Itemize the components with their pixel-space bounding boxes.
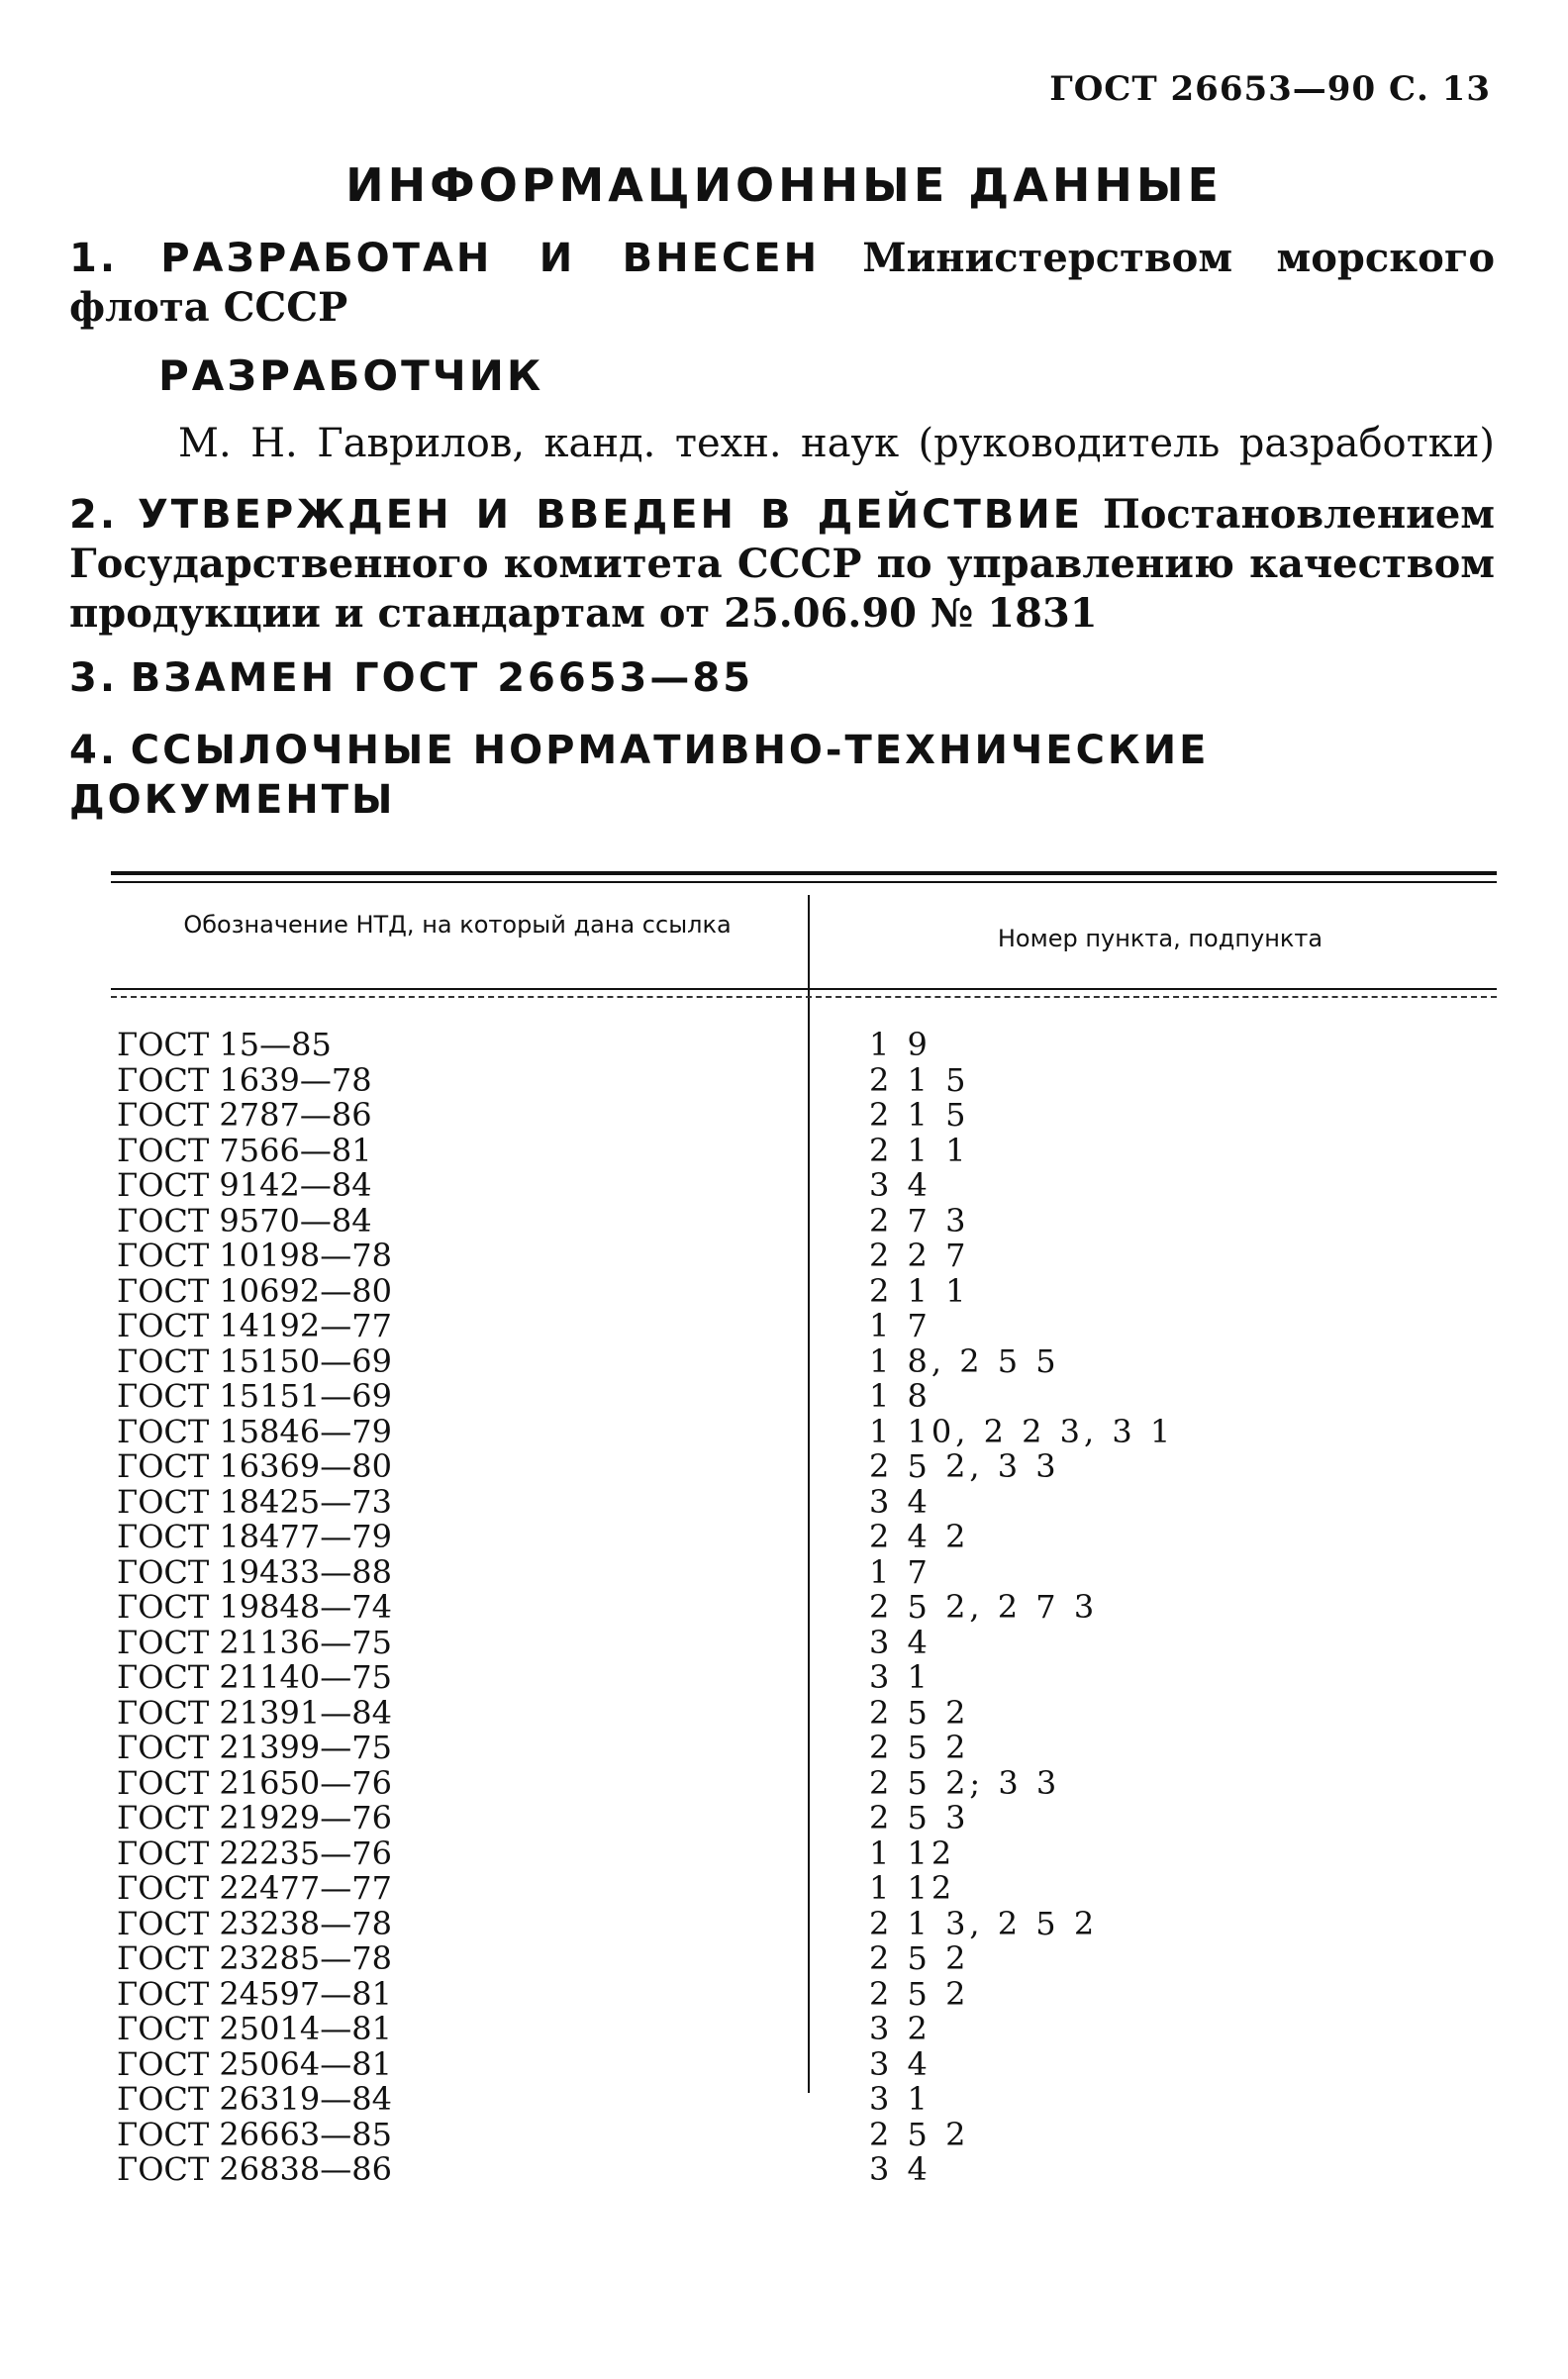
table-cell-designation: ГОСТ 7566—81 [117, 1131, 372, 1169]
table-cell-designation: ГОСТ 21650—76 [117, 1763, 392, 1802]
developer-person: М. Н. Гаврилов, канд. техн. наук (руководитель разработки) [178, 421, 1495, 466]
table-row [117, 1271, 1493, 1310]
table-row [117, 1449, 1493, 1485]
table-cell-designation: ГОСТ 19433—88 [117, 1552, 392, 1591]
table-cell-designation: ГОСТ 15846—79 [117, 1412, 392, 1450]
table-cell-clause: 2 1 5 [869, 1096, 970, 1134]
table-cell-clause: 1 12 [869, 1869, 956, 1907]
table-cell-designation: ГОСТ 9570—84 [117, 1201, 372, 1239]
table-cell-clause: 1 10, 2 2 3, 3 1 [869, 1412, 1175, 1450]
table-cell-clause: 1 7 [869, 1307, 931, 1344]
table-header-rule-dashed [111, 996, 1497, 998]
table-cell-clause: 2 2 7 [869, 1237, 970, 1274]
table-row [117, 1520, 1493, 1555]
table-cell-designation: ГОСТ 10692—80 [117, 1271, 392, 1310]
table-cell-designation: ГОСТ 18425—73 [117, 1482, 392, 1521]
table-row [117, 1098, 1493, 1134]
table-cell-clause: 3 4 [869, 1166, 931, 1204]
table-cell-designation: ГОСТ 9142—84 [117, 1166, 372, 1204]
table-cell-designation: ГОСТ 16369—80 [117, 1447, 392, 1485]
table-cell-clause: 2 1 1 [869, 1131, 970, 1169]
section-4 [69, 726, 1495, 825]
table-cell-designation: ГОСТ 26663—85 [117, 2115, 392, 2153]
table-cell-clause: 2 1 1 [869, 1271, 970, 1310]
table-header-rule [111, 988, 1497, 990]
table-cell-clause: 1 9 [869, 1026, 931, 1063]
table-top-rule [111, 871, 1497, 875]
table-cell-clause: 2 5 2 [869, 2115, 970, 2153]
table-row [117, 2082, 1493, 2118]
section-1-text: Министерством морского флота СССР [69, 235, 1496, 331]
table-cell-clause: 1 7 [869, 1552, 931, 1591]
table-cell-clause: 2 4 2 [869, 1518, 970, 1555]
table-cell-clause: 1 8 [869, 1377, 931, 1415]
table-cell-designation: ГОСТ 19848—74 [117, 1588, 392, 1626]
table-row [117, 1801, 1493, 1836]
table-cell-designation: ГОСТ 10198—78 [117, 1237, 392, 1274]
table-cell-designation: ГОСТ 21399—75 [117, 1729, 392, 1766]
table-row [117, 1168, 1493, 1204]
table-cell-clause: 3 1 [869, 2080, 931, 2118]
table-row [117, 2152, 1493, 2188]
table-cell-designation: ГОСТ 15150—69 [117, 1341, 392, 1380]
table-row [117, 1412, 1493, 1450]
table-row [117, 1201, 1493, 1239]
table-cell-clause: 2 1 5 [869, 1060, 970, 1099]
table-row [117, 1552, 1493, 1591]
table-cell-clause: 2 5 2; 3 3 [869, 1763, 1061, 1802]
table-row [117, 1341, 1493, 1380]
section-1-number: 1. [69, 236, 119, 281]
section-2-text: Постановлением Государственного комитета СССР по управлению качеством продукции и стандартам от 25.06.90 № 1831 [69, 491, 1496, 637]
section-4-number: 4. [69, 728, 119, 773]
table-cell-clause: 1 12 [869, 1834, 956, 1872]
table-row [117, 1239, 1493, 1274]
table-cell-designation: ГОСТ 26838—86 [117, 2150, 392, 2188]
table-row [117, 2012, 1493, 2047]
table-cell-designation: ГОСТ 25014—81 [117, 2010, 392, 2047]
table-row [117, 1590, 1493, 1626]
section-3 [69, 653, 1495, 703]
table-row [117, 1482, 1493, 1521]
table-row [117, 1974, 1493, 2013]
table-row [117, 1941, 1493, 1977]
table-header-designation: Обозначение НТД, на который дана ссылка [183, 911, 732, 939]
table-cell-clause: 3 4 [869, 2150, 931, 2188]
table-cell-clause: 2 5 2 [869, 1693, 970, 1732]
table-row [117, 1693, 1493, 1732]
table-row [117, 1028, 1493, 1063]
table-cell-designation: ГОСТ 21391—84 [117, 1693, 392, 1732]
table-row [117, 1731, 1493, 1766]
table-cell-designation: ГОСТ 21136—75 [117, 1623, 392, 1661]
table-row [117, 1871, 1493, 1907]
table-row [117, 2044, 1493, 2083]
table-cell-clause: 2 7 3 [869, 1201, 970, 1239]
table-cell-clause: 2 5 2 [869, 1729, 970, 1766]
table-cell-designation: ГОСТ 24597—81 [117, 1974, 392, 2013]
section-3-number: 3. [69, 655, 119, 701]
section-3-label: ВЗАМЕН ГОСТ 26653—85 [130, 655, 754, 701]
table-row [117, 1309, 1493, 1344]
developer-heading: РАЗРАБОТЧИК [158, 351, 544, 400]
table-row [117, 1763, 1493, 1802]
table-cell-designation: ГОСТ 23285—78 [117, 1939, 392, 1977]
table-cell-clause: 3 1 [869, 1658, 931, 1696]
table-cell-designation: ГОСТ 22235—76 [117, 1834, 392, 1872]
section-2 [69, 490, 1495, 639]
section-1 [69, 234, 1495, 333]
table-cell-designation: ГОСТ 25064—81 [117, 2044, 392, 2083]
table-cell-clause: 2 5 2, 3 3 [869, 1447, 1060, 1485]
table-cell-clause: 2 5 3 [869, 1799, 970, 1836]
table-row [117, 1836, 1493, 1872]
table-cell-designation: ГОСТ 23238—78 [117, 1904, 392, 1942]
page-header: ГОСТ 26653—90 С. 13 [1049, 69, 1491, 109]
table-cell-designation: ГОСТ 26319—84 [117, 2080, 392, 2118]
table-row [117, 1623, 1493, 1661]
table-row [117, 1131, 1493, 1169]
table-cell-clause: 3 2 [869, 2010, 931, 2047]
table-cell-designation: ГОСТ 21929—76 [117, 1799, 392, 1836]
table-row [117, 1379, 1493, 1415]
table-cell-clause: 3 4 [869, 1623, 931, 1661]
table-cell-designation: ГОСТ 2787—86 [117, 1096, 372, 1134]
table-cell-designation: ГОСТ 15151—69 [117, 1377, 392, 1415]
table-cell-clause: 3 4 [869, 2044, 931, 2083]
table-cell-clause: 2 1 3, 2 5 2 [869, 1904, 1099, 1942]
table-body [117, 1028, 1493, 2188]
table-top-rule-thin [111, 881, 1497, 883]
table-row [117, 2115, 1493, 2153]
table-row [117, 1904, 1493, 1942]
section-2-label: УТВЕРЖДЕН И ВВЕДЕН В ДЕЙСТВИЕ [137, 492, 1084, 538]
table-cell-clause: 1 8, 2 5 5 [869, 1341, 1060, 1380]
table-row [117, 1060, 1493, 1099]
table-header-clause: Номер пункта, подпункта [997, 925, 1323, 952]
table-cell-clause: 2 5 2 [869, 1974, 970, 2013]
table-cell-designation: ГОСТ 15—85 [117, 1026, 332, 1063]
table-cell-clause: 3 4 [869, 1482, 931, 1521]
table-cell-designation: ГОСТ 18477—79 [117, 1518, 392, 1555]
section-2-number: 2. [69, 492, 119, 538]
table-cell-designation: ГОСТ 1639—78 [117, 1060, 372, 1099]
table-cell-clause: 2 5 2 [869, 1939, 970, 1977]
table-cell-designation: ГОСТ 14192—77 [117, 1307, 392, 1344]
section-4-label: ССЫЛОЧНЫЕ НОРМАТИВНО-ТЕХНИЧЕСКИЕ ДОКУМЕНТЫ [69, 728, 1210, 823]
section-1-label: РАЗРАБОТАН И ВНЕСЕН [160, 236, 821, 281]
table-cell-designation: ГОСТ 21140—75 [117, 1658, 392, 1696]
page-title: ИНФОРМАЦИОННЫЕ ДАННЫЕ [345, 158, 1223, 212]
table-cell-clause: 2 5 2, 2 7 3 [869, 1588, 1099, 1626]
table-cell-designation: ГОСТ 22477—77 [117, 1869, 392, 1907]
table-row [117, 1660, 1493, 1696]
